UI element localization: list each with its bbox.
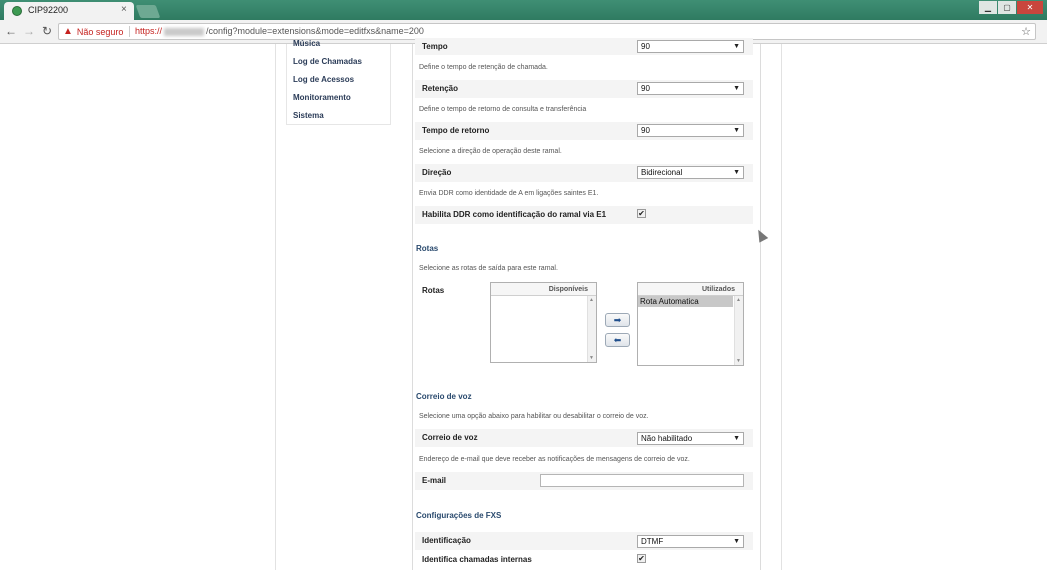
tempo-retorno-select[interactable]: [637, 124, 744, 137]
favicon-icon: [12, 6, 22, 16]
url-text: [135, 26, 424, 36]
arrow-left-icon: ⬅: [613, 335, 622, 345]
internas-checkbox[interactable]: [637, 554, 646, 563]
warning-icon: ▲: [63, 26, 73, 37]
rotas-label: Rotas: [422, 286, 445, 295]
rotas-used-list[interactable]: [637, 282, 744, 366]
maximize-button[interactable]: ▢: [998, 1, 1016, 14]
identificacao-select[interactable]: [637, 535, 744, 548]
chevron-down-icon: ▼: [733, 127, 740, 134]
move-left-button[interactable]: [605, 333, 630, 347]
page-frame-left: [275, 44, 276, 570]
url-scheme: https://: [135, 26, 163, 36]
available-scrollbar[interactable]: [587, 296, 596, 362]
security-indicator[interactable]: [63, 26, 123, 37]
correio-section-title: Correio de voz: [416, 392, 472, 401]
internas-label: Identifica chamadas internas: [422, 555, 532, 564]
chevron-down-icon: ▼: [733, 169, 740, 176]
available-header: Disponíveis: [491, 283, 596, 296]
list-item[interactable]: Rota Automatica: [638, 296, 733, 307]
retorno-description: Define o tempo de retorno de consulta e transferência: [419, 106, 587, 113]
tempo-select[interactable]: [637, 40, 744, 53]
email-label: E-mail: [422, 476, 447, 485]
reload-icon[interactable]: ↻: [41, 24, 53, 38]
chevron-down-icon: ▼: [733, 435, 740, 442]
url-path: /config?module=extensions&mode=editfxs&name=200: [206, 26, 424, 36]
ddr-label: Habilita DDR como identificação do ramal via E1: [422, 210, 607, 219]
correio-value: Não habilitado: [641, 434, 693, 443]
chevron-down-icon: ▼: [733, 538, 740, 545]
sidebar-menu: [286, 39, 391, 125]
checkmark-icon: ✔: [638, 209, 645, 218]
address-separator: [129, 26, 130, 37]
security-label: Não seguro: [76, 26, 124, 37]
used-scrollbar[interactable]: [734, 296, 743, 365]
scroll-up-icon[interactable]: ▲: [589, 297, 594, 303]
rotas-available-list[interactable]: [490, 282, 597, 363]
scroll-up-icon[interactable]: ▲: [736, 297, 741, 303]
back-icon[interactable]: ←: [5, 24, 17, 38]
retencao-label: Retenção: [422, 84, 459, 93]
rotas-description: Selecione as rotas de saída para este ramal.: [419, 265, 558, 272]
sidebar-item-sistema[interactable]: Sistema: [293, 111, 324, 120]
email-description: Endereço de e-mail que deve receber as notificações de mensagens de correio de voz.: [419, 456, 690, 463]
fxs-section-title: Configurações de FXS: [416, 511, 502, 520]
internas-row: [415, 551, 753, 569]
retencao-description: Define o tempo de retenção de chamada.: [419, 64, 548, 71]
close-window-button[interactable]: ✕: [1017, 1, 1043, 14]
bookmark-star-icon[interactable]: ☆: [1021, 26, 1031, 38]
correio-select[interactable]: [637, 432, 744, 445]
retencao-value: 90: [641, 84, 650, 93]
used-header: Utilizados: [638, 283, 743, 296]
chevron-down-icon: ▼: [733, 85, 740, 92]
email-field[interactable]: [540, 474, 744, 487]
identificacao-label: Identificação: [422, 536, 471, 545]
correio-description: Selecione uma opção abaixo para habilitar ou desabilitar o correio de voz.: [419, 413, 649, 420]
sidebar-item-monitoramento[interactable]: Monitoramento: [293, 93, 351, 102]
scroll-down-icon[interactable]: ▼: [736, 358, 741, 364]
ddr-row: [415, 206, 753, 224]
tab-title: CIP92200: [28, 5, 69, 15]
retencao-select[interactable]: [637, 82, 744, 95]
sidebar-item-musica[interactable]: Música: [293, 39, 321, 48]
browser-titlebar: [0, 0, 1047, 20]
minimize-button[interactable]: ▁: [979, 1, 997, 14]
scroll-down-icon[interactable]: ▼: [589, 355, 594, 361]
tempo-label: Tempo: [422, 42, 448, 51]
direcao-description: Selecione a direção de operação deste ramal.: [419, 148, 562, 155]
tempo-value: 90: [641, 42, 650, 51]
page-frame-right: [781, 44, 782, 570]
direcao-value: Bidirecional: [641, 168, 683, 177]
forward-icon[interactable]: →: [23, 24, 35, 38]
new-tab-button[interactable]: [136, 5, 161, 18]
ddr-checkbox[interactable]: [637, 209, 646, 218]
tab-close-button[interactable]: ×: [121, 4, 127, 15]
chevron-down-icon: ▼: [733, 43, 740, 50]
direcao-label: Direção: [422, 168, 452, 177]
correio-label: Correio de voz: [422, 433, 478, 442]
tempo-retorno-label: Tempo de retorno: [422, 126, 490, 135]
sidebar-item-log-chamadas[interactable]: Log de Chamadas: [293, 57, 362, 66]
window-controls: [979, 1, 1043, 14]
arrow-right-icon: ➡: [613, 315, 622, 325]
identificacao-value: DTMF: [641, 537, 664, 546]
sidebar-item-log-acessos[interactable]: Log de Acessos: [293, 75, 355, 84]
rotas-section-title: Rotas: [416, 244, 439, 253]
direcao-select[interactable]: [637, 166, 744, 179]
browser-tab[interactable]: [4, 2, 134, 20]
url-host-redacted: [164, 28, 204, 36]
move-right-button[interactable]: [605, 313, 630, 327]
checkmark-icon: ✔: [638, 554, 645, 563]
ddr-description: Envia DDR como identidade de A em ligações saintes E1.: [419, 190, 599, 197]
tempo-retorno-value: 90: [641, 126, 650, 135]
